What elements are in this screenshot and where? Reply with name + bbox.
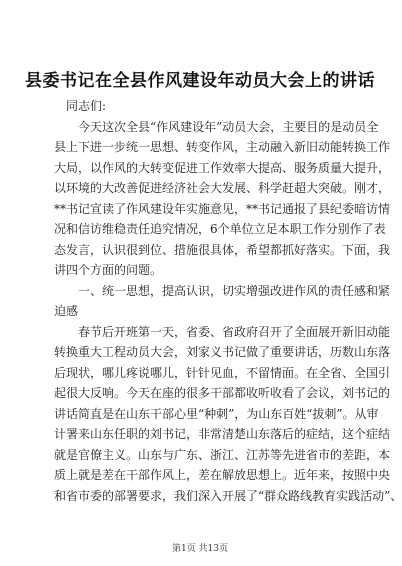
section-heading: 一、统一思想，提高认识，切实增强改进作风的责任感和紧 bbox=[78, 283, 391, 298]
paragraph-line: 转换重大工程动员大会，刘家义书记做了重要讲话，历数山东落 bbox=[54, 345, 391, 359]
paragraph-line: 大局，以作风的大转变促进工作效率大提高、服务质量大提升， bbox=[54, 160, 391, 175]
paragraph-line: 后现状，哪儿疼说哪儿，针针见血，不留情面。在全省、全国引 bbox=[54, 365, 391, 380]
paragraph-line: 计署来山东任职的刘书记，非常清楚山东落后的症结，这个症结 bbox=[54, 427, 391, 441]
paragraph-line: 态发言，认识很到位、措施很具体，希望都抓好落实。下面，我 bbox=[54, 242, 391, 257]
paragraph-line: 质上就是差在干部作风上，差在解放思想上。近年来，按照中央 bbox=[54, 468, 391, 482]
section-heading: 迫感 bbox=[54, 304, 79, 318]
paragraph-line: 春节后开班第一天，省委、省政府召开了全面展开新旧动能 bbox=[78, 324, 391, 339]
salutation: 同志们: bbox=[66, 99, 107, 113]
document-body bbox=[54, 96, 402, 506]
document-title: 县委书记在全县作风建设年动员大会上的讲话 bbox=[25, 71, 375, 91]
paragraph-line: 况和信访维稳责任追究情况，6个单位立足本职工作分别作了表 bbox=[54, 222, 386, 236]
paragraph-line: 县上下进一步统一思想、转变作风，主动融入新旧动能转换工作 bbox=[54, 140, 391, 154]
paragraph-line: 以环境的大改善促进经济社会大发展、科学赶超大突破。刚才， bbox=[54, 181, 391, 195]
paragraph-line: 今天这次全县“作风建设年”动员大会，主要目的是动员全 bbox=[78, 119, 379, 134]
paragraph-line: 讲四个方面的问题。 bbox=[54, 263, 163, 277]
paragraph-line: **书记宣读了作风建设年实施意见，**书记通报了县纪委暗访情 bbox=[54, 201, 391, 216]
paragraph-line: 讲话简直是在山东干部心里“种刺”，为山东百姓“拔刺”。从审 bbox=[54, 406, 379, 421]
page-footer: 第1页 共13页 bbox=[171, 544, 229, 554]
paragraph-line: 起很大反响。今天在座的很多干部都收听收看了会议，刘书记的 bbox=[54, 386, 391, 400]
paragraph-line: 和省市委的部署要求，我们深入开展了“群众路线教育实践活动”、 bbox=[54, 488, 402, 503]
paragraph-line: 就是官僚主义。山东与广东、浙江、江苏等先进省市的差距，本 bbox=[54, 447, 391, 462]
